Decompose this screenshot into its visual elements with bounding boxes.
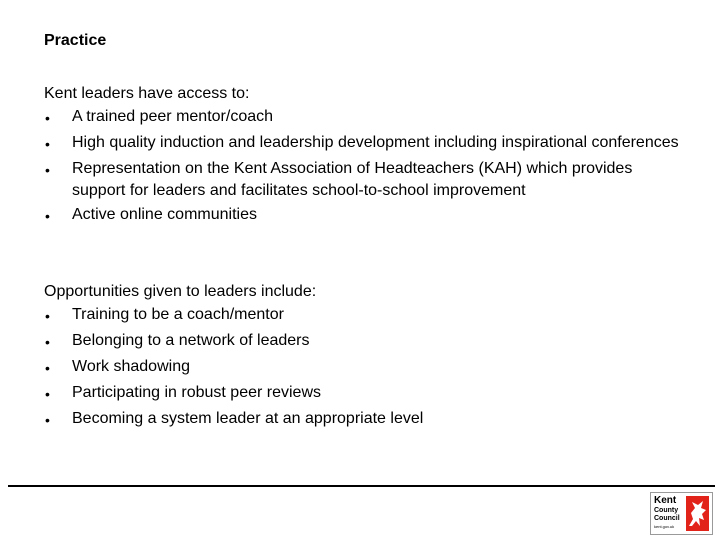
access-section: [44, 82, 684, 230]
list-item-text: High quality induction and leadership development including inspirational conferences: [72, 134, 679, 151]
list-item: [44, 158, 684, 202]
bullet-icon: •: [45, 386, 50, 402]
list-item: [44, 408, 684, 432]
list-item-text: Training to be a coach/mentor: [72, 306, 284, 323]
bullet-icon: •: [45, 308, 50, 324]
list-item-text: Active online communities: [72, 206, 257, 223]
opportunities-heading: Opportunities given to leaders include:: [44, 283, 317, 300]
list-item-text: Participating in robust peer reviews: [72, 384, 322, 401]
bullet-icon: •: [45, 110, 50, 126]
bullet-icon: •: [45, 162, 50, 178]
list-item: [44, 330, 684, 354]
bullet-icon: •: [45, 208, 50, 224]
logo-line-web: kent.gov.uk: [654, 524, 675, 529]
logo-line-kent: Kent: [654, 495, 677, 506]
logo-line-county: County: [654, 507, 679, 514]
bullet-icon: •: [45, 334, 50, 350]
list-item-text: Belonging to a network of leaders: [72, 332, 310, 349]
bullet-icon: •: [45, 136, 50, 152]
bullet-icon: •: [45, 360, 50, 376]
list-item-text: Becoming a system leader at an appropriate level: [72, 410, 424, 427]
list-item-text: Representation on the Kent Association of Headteachers (KAH) which provides support for leaders and facilitates school-to-school improvement: [72, 160, 633, 199]
list-item-text: Work shadowing: [72, 358, 190, 375]
list-item: [44, 304, 684, 328]
list-item: [44, 382, 684, 406]
slide-title: Practice: [44, 32, 107, 49]
access-list: [44, 106, 684, 228]
list-item: [44, 356, 684, 380]
opportunities-section: [44, 280, 684, 434]
footer-divider: [8, 485, 715, 487]
list-item: [44, 106, 684, 130]
list-item: [44, 204, 684, 228]
access-heading: Kent leaders have access to:: [44, 85, 250, 102]
opportunities-list: [44, 304, 684, 432]
logo-line-council: Council: [654, 515, 680, 522]
bullet-icon: •: [45, 412, 50, 428]
list-item: [44, 132, 684, 156]
kent-county-council-logo-icon: [650, 492, 713, 535]
list-item-text: A trained peer mentor/coach: [72, 108, 274, 125]
